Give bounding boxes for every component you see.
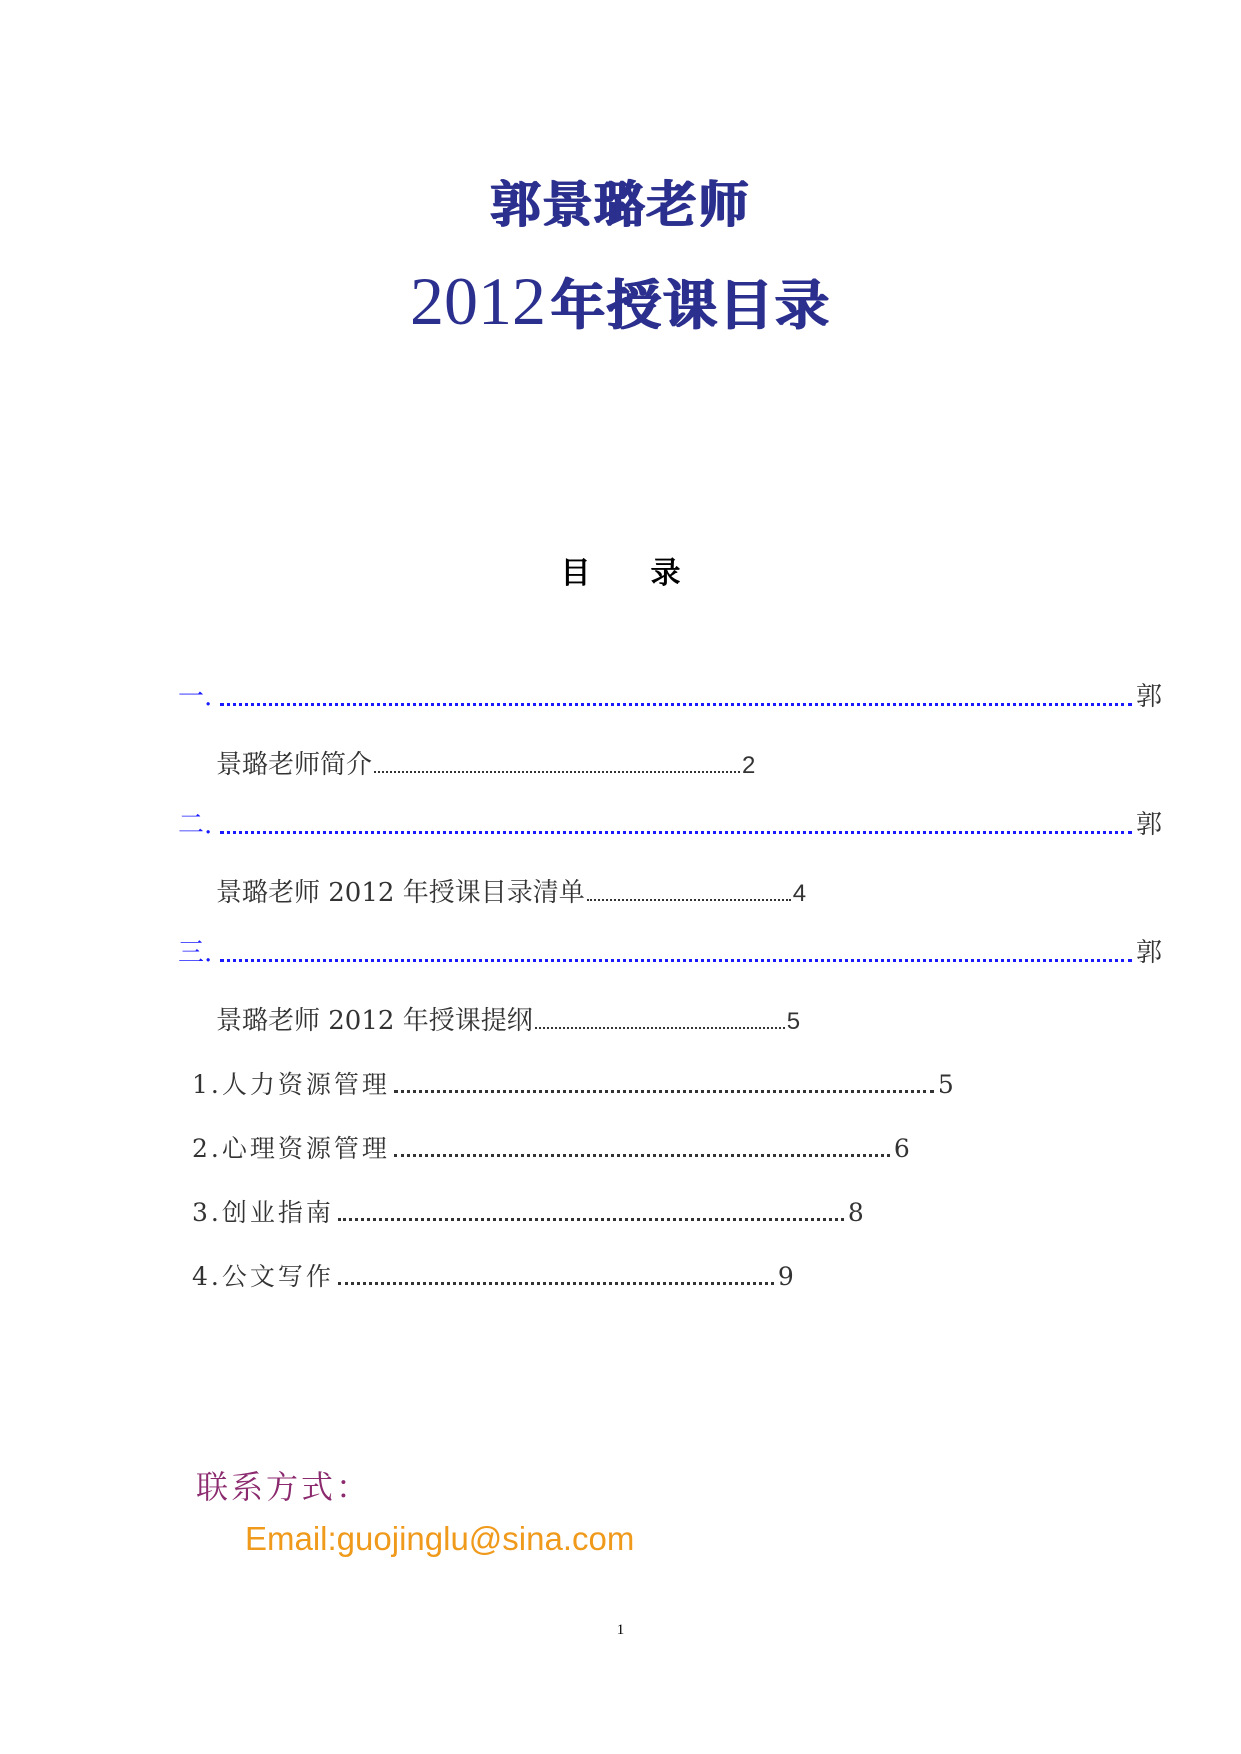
toc-section-text: 景璐老师 2012 年授课目录清单 [216,878,585,908]
toc-section-3-title[interactable] [216,1004,800,1039]
toc-item-label: 4.公文写作 [192,1262,334,1291]
toc-page-number: 8 [847,1198,867,1227]
toc-item-4[interactable] [192,1260,797,1294]
toc-page-number: 9 [777,1262,797,1291]
toc-leader-dots [220,827,1132,834]
toc-section-number: 二. [178,810,213,840]
toc-leader-dots [535,1019,785,1029]
toc-leader-dots [587,891,791,901]
toc-section-1-link[interactable] [178,680,1162,714]
toc-page-number: 4 [792,880,807,907]
toc-section-wrap-char: 郭 [1135,810,1162,840]
toc-section-text: 景璐老师简介 [216,750,373,780]
toc-item-label: 2.心理资源管理 [192,1134,390,1163]
toc-leader-dots [338,1274,774,1285]
toc-section-1-title[interactable] [216,748,755,783]
toc-section-number: 一. [178,682,213,712]
toc-page-number: 5 [786,1008,801,1035]
toc-leader-dots [220,699,1132,706]
contact-email-link[interactable]: Email:guojinglu@sina.com [245,1520,635,1557]
contact-label: 联系方式： [196,1468,372,1506]
toc-heading: 目 录 [560,556,681,591]
toc-section-number: 三. [178,938,213,968]
toc-page-number: 2 [742,752,756,779]
document-title-name: 郭景璐老师 [490,176,751,234]
toc-section-2-link[interactable] [178,808,1162,842]
toc-section-3-link[interactable] [178,936,1162,970]
toc-leader-dots [394,1082,934,1093]
toc-section-text: 景璐老师 2012 年授课提纲 [216,1006,533,1036]
toc-leader-dots [338,1210,844,1221]
document-title-subtitle [0,262,1241,341]
toc-leader-dots [220,955,1132,962]
toc-item-label: 3.创业指南 [192,1198,334,1227]
title-rest: 年授课目录 [551,274,832,337]
page-number: 1 [616,1622,625,1638]
toc-page-number: 6 [893,1134,913,1163]
toc-section-2-title[interactable] [216,876,806,911]
title-year: 2012 [409,263,546,339]
toc-leader-dots [394,1146,890,1157]
toc-item-label: 1.人力资源管理 [192,1070,390,1099]
toc-page-number: 5 [937,1070,957,1099]
toc-leader-dots [374,763,740,773]
toc-item-3[interactable] [192,1196,867,1230]
toc-section-wrap-char: 郭 [1135,938,1162,968]
toc-item-1[interactable] [192,1068,957,1102]
toc-item-2[interactable] [192,1132,913,1166]
toc-section-wrap-char: 郭 [1135,682,1162,712]
